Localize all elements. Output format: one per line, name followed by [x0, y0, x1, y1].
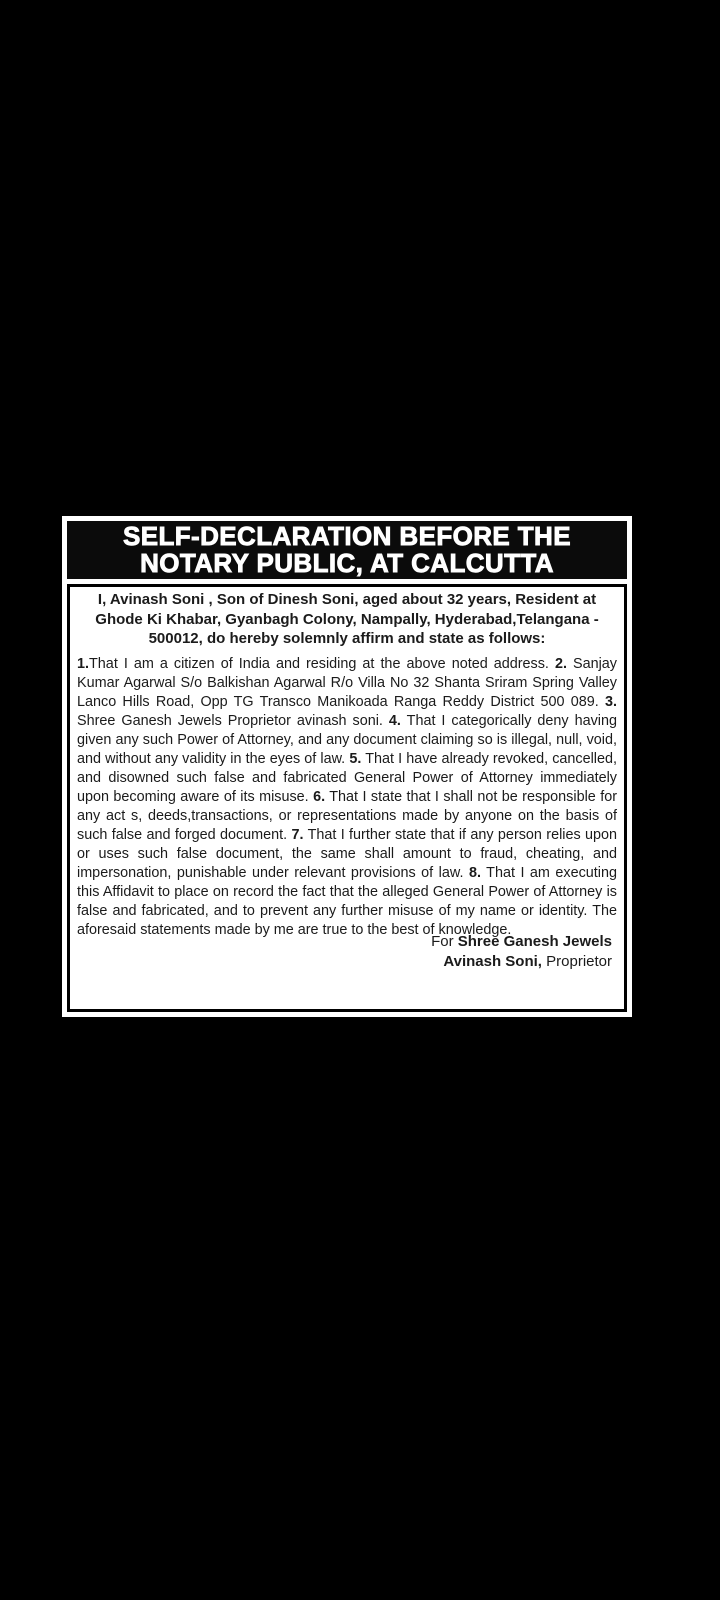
notice-header-band — [67, 521, 627, 579]
notice-title-line-1: SELF-DECLARATION BEFORE THE — [123, 521, 571, 551]
notice-title-line-2: NOTARY PUBLIC, AT CALCUTTA — [140, 548, 554, 578]
signature-name-line: Avinash Soni, Proprietor — [443, 953, 612, 970]
deponent-intro: I, Avinash Soni , Son of Dinesh Soni, aged about 32 years, Resident at Ghode Ki Khabar, Gyanbagh Colony, Nampally, Hyderabad,Telangana - 500012, do hereby solemnly affirm and state as follows: — [95, 591, 599, 647]
legal-notice — [62, 516, 632, 1017]
notice-body-box — [67, 584, 627, 1012]
declaration-body: 1.That I am a citizen of India and residing at the above noted address. 2. Sanjay Kumar Agarwal S/o Balkishan Agarwal R/o Villa No 32 Shanta Sriram Spring Valley Lanco Hills Road, Opp TG Transco Manikoada Ranga Reddy District 500 089. 3. Shree Ganesh Jewels Proprietor avinash soni. 4. That I categorically deny having given any such Power of Attorney, and any document claiming so is illegal, null, void, and without any validity in the eyes of law. 5. That I have already revoked, cancelled, and disowned such false and fabricated General Power of Attorney immediately upon becoming aware of its misuse. 6. That I state that I shall not be responsible for any act s, deeds,transactions, or representations made by anyone on the basis of such false and forged document. 7. That I further state that if any person relies upon or uses such false document, the same shall amount to fraud, cheating, and impersonation, punishable under relevant provisions of law. 8. That I am executing this Affidavit to place on record the fact that the alleged General Power of Attorney is false and fabricated, and to prevent any further misuse of my name or identity. The aforesaid statements made by me are true to the best of knowledge. — [77, 655, 618, 938]
signature-for-line: For Shree Ganesh Jewels — [431, 932, 612, 950]
